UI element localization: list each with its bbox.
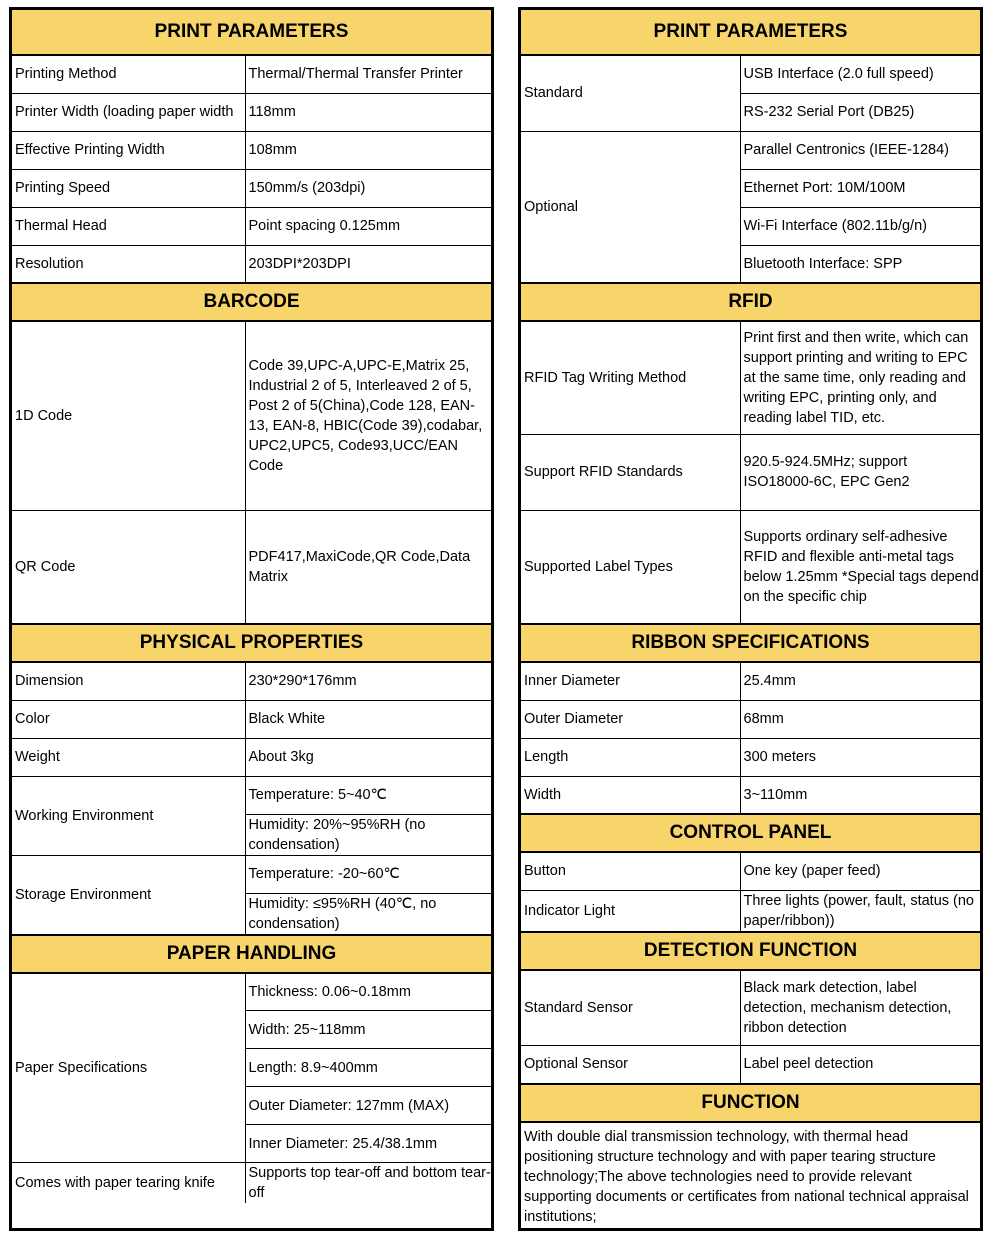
dimension-value: 230*290*176mm: [245, 662, 491, 700]
serial-port-value: RS-232 Serial Port (DB25): [740, 93, 980, 131]
physical-properties-header: PHYSICAL PROPERTIES: [12, 624, 491, 662]
function-header: FUNCTION: [521, 1084, 980, 1122]
printer-width-value: 118mm: [245, 93, 491, 131]
ribbon-length-value: 300 meters: [740, 738, 980, 776]
ribbon-length-label: Length: [521, 738, 740, 776]
ribbon-outer-diameter-value: 68mm: [740, 700, 980, 738]
1d-code-value: Code 39,UPC-A,UPC-E,Matrix 25, Industrial 2 of 5, Interleaved 2 of 5, Post 2 of 5(China),Code 128, EAN-13, EAN-8, HBIC(Code 39),codabar, UPC2,UPC5, Code93,UCC/EAN Code: [245, 321, 491, 510]
rfid-standards-label: Support RFID Standards: [521, 434, 740, 510]
paper-length-value: Length: 8.9~400mm: [245, 1049, 491, 1087]
tear-knife-value: Supports top tear-off and bottom tear-off: [245, 1163, 491, 1204]
bluetooth-interface-value: Bluetooth Interface: SPP: [740, 245, 980, 283]
ribbon-width-label: Width: [521, 776, 740, 814]
1d-code-label: 1D Code: [12, 321, 245, 510]
resolution-label: Resolution: [12, 245, 245, 283]
paper-width-value: Width: 25~118mm: [245, 1011, 491, 1049]
rfid-writing-method-label: RFID Tag Writing Method: [521, 321, 740, 434]
effective-printing-width-value: 108mm: [245, 131, 491, 169]
color-value: Black White: [245, 700, 491, 738]
thermal-head-value: Point spacing 0.125mm: [245, 207, 491, 245]
printer-width-label: Printer Width (loading paper width: [12, 93, 245, 131]
detection-function-header: DETECTION FUNCTION: [521, 932, 980, 970]
paper-inner-diameter-value: Inner Diameter: 25.4/38.1mm: [245, 1125, 491, 1163]
working-temperature-value: Temperature: 5~40℃: [245, 776, 491, 814]
printing-method-value: Thermal/Thermal Transfer Printer: [245, 55, 491, 93]
thermal-head-label: Thermal Head: [12, 207, 245, 245]
function-description: With double dial transmission technology, with thermal head positioning structure technology and with paper tearing structure technology;The above technologies need to provide relevant supporting documents or certificates from national technical appraisal institutions;: [521, 1122, 980, 1227]
ribbon-specifications-header: RIBBON SPECIFICATIONS: [521, 624, 980, 662]
optional-interface-label: Optional: [521, 131, 740, 283]
printing-speed-value: 150mm/s (203dpi): [245, 169, 491, 207]
dimension-label: Dimension: [12, 662, 245, 700]
weight-value: About 3kg: [245, 738, 491, 776]
storage-environment-label: Storage Environment: [12, 855, 245, 935]
effective-printing-width-label: Effective Printing Width: [12, 131, 245, 169]
ribbon-inner-diameter-label: Inner Diameter: [521, 662, 740, 700]
parallel-port-value: Parallel Centronics (IEEE-1284): [740, 131, 980, 169]
resolution-value: 203DPI*203DPI: [245, 245, 491, 283]
storage-humidity-value: Humidity: ≤95%RH (40℃, no condensation): [245, 893, 491, 935]
working-environment-label: Working Environment: [12, 776, 245, 855]
paper-handling-header: PAPER HANDLING: [12, 935, 491, 973]
wifi-interface-value: Wi-Fi Interface (802.11b/g/n): [740, 207, 980, 245]
rfid-writing-method-value: Print first and then write, which can support printing and writing to EPC at the same time, only reading and writing EPC, printing only, and reading label TID, etc.: [740, 321, 980, 434]
standard-interface-label: Standard: [521, 55, 740, 131]
rfid-header: RFID: [521, 283, 980, 321]
printing-speed-label: Printing Speed: [12, 169, 245, 207]
right-spec-table: [518, 7, 983, 1231]
storage-temperature-value: Temperature: -20~60℃: [245, 855, 491, 893]
printing-method-label: Printing Method: [12, 55, 245, 93]
button-label: Button: [521, 852, 740, 890]
ribbon-inner-diameter-value: 25.4mm: [740, 662, 980, 700]
standard-sensor-value: Black mark detection, label detection, mechanism detection, ribbon detection: [740, 970, 980, 1046]
optional-sensor-label: Optional Sensor: [521, 1046, 740, 1084]
paper-specifications-label: Paper Specifications: [12, 973, 245, 1163]
control-panel-header: CONTROL PANEL: [521, 814, 980, 852]
indicator-light-value: Three lights (power, fault, status (no paper/ribbon)): [740, 890, 980, 932]
left-spec-table: [9, 7, 494, 1231]
standard-sensor-label: Standard Sensor: [521, 970, 740, 1046]
ribbon-outer-diameter-label: Outer Diameter: [521, 700, 740, 738]
ribbon-width-value: 3~110mm: [740, 776, 980, 814]
rfid-label-types-value: Supports ordinary self-adhesive RFID and flexible anti-metal tags below 1.25mm *Special tags depend on the specific chip: [740, 510, 980, 624]
qr-code-value: PDF417,MaxiCode,QR Code,Data Matrix: [245, 510, 491, 624]
qr-code-label: QR Code: [12, 510, 245, 624]
optional-sensor-value: Label peel detection: [740, 1046, 980, 1084]
indicator-light-label: Indicator Light: [521, 890, 740, 932]
rfid-standards-value: 920.5-924.5MHz; support ISO18000-6C, EPC Gen2: [740, 434, 980, 510]
rfid-label-types-label: Supported Label Types: [521, 510, 740, 624]
print-parameters-header-right: PRINT PARAMETERS: [521, 10, 980, 55]
weight-label: Weight: [12, 738, 245, 776]
paper-outer-diameter-value: Outer Diameter: 127mm (MAX): [245, 1087, 491, 1125]
working-humidity-value: Humidity: 20%~95%RH (no condensation): [245, 814, 491, 855]
barcode-header: BARCODE: [12, 283, 491, 321]
print-parameters-header: PRINT PARAMETERS: [12, 10, 491, 55]
button-value: One key (paper feed): [740, 852, 980, 890]
usb-interface-value: USB Interface (2.0 full speed): [740, 55, 980, 93]
tear-knife-label: Comes with paper tearing knife: [12, 1163, 245, 1204]
paper-thickness-value: Thickness: 0.06~0.18mm: [245, 973, 491, 1011]
ethernet-port-value: Ethernet Port: 10M/100M: [740, 169, 980, 207]
color-label: Color: [12, 700, 245, 738]
